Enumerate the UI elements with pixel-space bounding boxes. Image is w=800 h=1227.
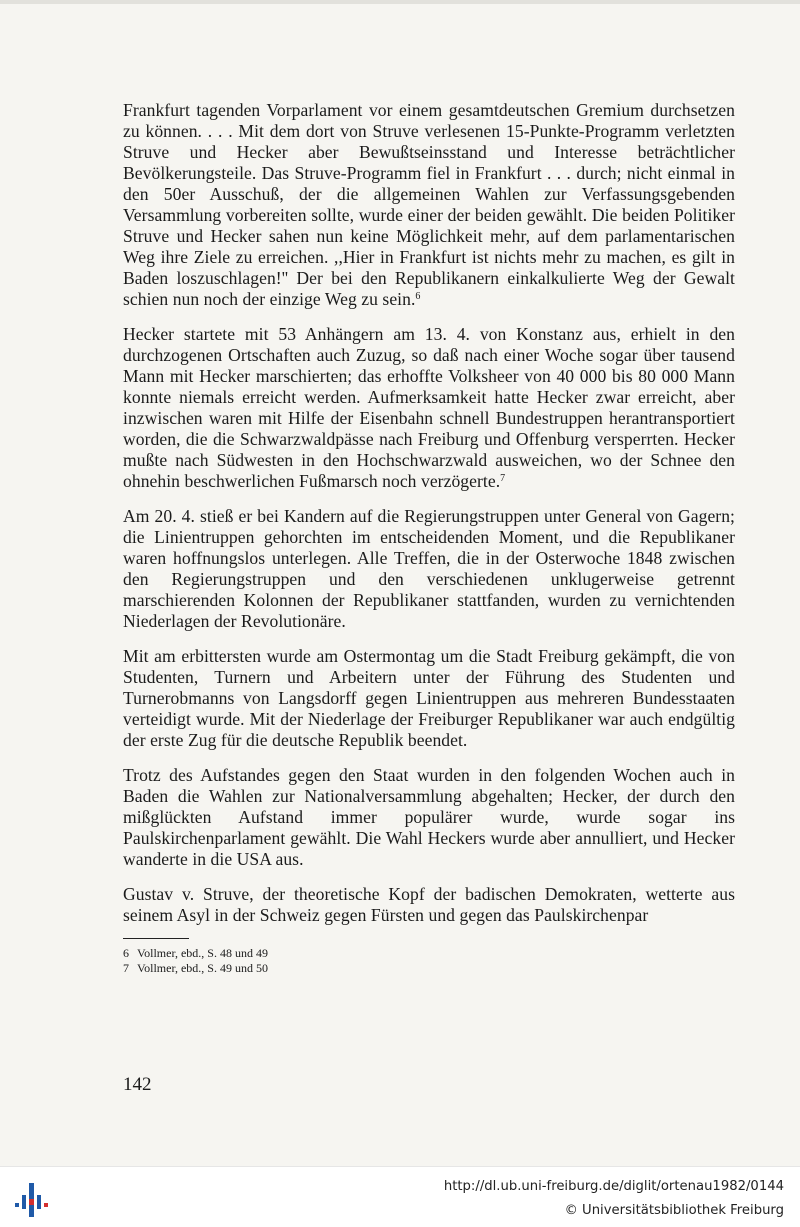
document-url-link[interactable]: http://dl.ub.uni-freiburg.de/diglit/ortenau1982/0144 — [443, 1179, 784, 1194]
paragraph-1: Frankfurt tagenden Vorparlament vor einem gesamtdeutschen Gremium durchsetzen zu können. . . . Mit dem dort von Struve verlesenen 15-Punkte-Programm verletzten Struve und Hecker aber Bewußtseinsstand und Interesse beträchtlicher Bevölkerungsteile. Das Struve-Programm fiel in Frankfurt . . . durch; nicht einmal in den 50er Ausschuß, der die allgemeinen Wahlen zur Verfassungsgebenden Versammlung vorbereiten sollte, wurde einer der beiden gewählt. Die beiden Politiker Struve und Hecker sahen nun keine Möglichkeit mehr, auf dem parlamentarischen Weg ihre Ziele zu erreichen. ,,Hier in Frankfurt ist nichts mehr zu machen, es gilt in Baden loszuschlagen!'' Der bei den Republikanern einkalkulierte Weg der Gewalt schien nun noch der einzige Weg zu sein.$^6$ — [123, 100, 735, 309]
viewer-footer — [0, 1166, 800, 1227]
footnote-7: 7 Vollmer, ebd., S. 49 und 50 — [123, 960, 268, 975]
page-number: 142 — [123, 1074, 152, 1095]
footnote-separator — [123, 938, 189, 939]
paragraph-6: Gustav v. Struve, der theoretische Kopf der badischen Demokraten, wetterte aus seinem Asyl in der Schweiz gegen Fürsten und gegen das Paulskirchenpar — [123, 884, 735, 925]
footnote-ref-7: 7 — [500, 473, 506, 484]
footnote-6: 6 Vollmer, ebd., S. 48 und 49 — [123, 946, 268, 960]
ub-freiburg-logo-icon[interactable] — [12, 1173, 52, 1221]
page-body — [123, 100, 735, 975]
paragraph-5: Trotz des Aufstandes gegen den Staat wurden in den folgenden Wochen auch in Baden die Wahlen zur Nationalversammlung abgehalten; Hecker, der durch den mißglückten Aufstand immer populärer wurde, wurde sogar ins Paulskirchenparlament gewählt. Die Wahl Heckers wurde aber annulliert, und Hecker wanderte in die USA aus. — [123, 765, 735, 869]
copyright-text: © Universitätsbibliothek Freiburg — [564, 1203, 784, 1218]
top-border — [0, 0, 800, 4]
paragraph-3: Am 20. 4. stieß er bei Kandern auf die Regierungstruppen unter General von Gagern; die Linientruppen gehorchten im entscheidenden Moment, und die Republikaner waren hoffnungslos unterlegen. Alle Treffen, die in der Osterwoche 1848 zwischen den Regierungstruppen und den verschiedenen unklugerweise getrennt marschierenden Kolonnen der Republikaner stattfanden, wurden zu vernichtenden Niederlagen der Revolutionäre. — [123, 506, 735, 631]
footnote-ref-6: 6 — [415, 291, 421, 302]
paragraph-2: Hecker startete mit 53 Anhängern am 13. 4. von Konstanz aus, erhielt in den durchzogenen Ortschaften auch Zuzug, so daß nach einer Woche sogar über tausend Mann mit Hecker marschierten; das erhoffte Volksheer von 40 000 bis 80 000 Mann konnte niemals erreicht werden. Aufmerksamkeit hatte Hecker zwar erreicht, aber inzwischen waren mit Hilfe der Eisenbahn schnell Bundestruppen herantransportiert worden, die die Schwarzwaldpässe nach Freiburg und Offenburg versperrten. Hecker mußte nach Südwesten in den Hochschwarzwald ausweichen, wo der Schnee den ohnehin beschwerlichen Fußmarsch noch verzögerte.$^7$ — [123, 324, 735, 491]
paragraph-4: Mit am erbittersten wurde am Ostermontag um die Stadt Freiburg gekämpft, die von Studenten, Turnern und Arbeitern unter der Führung des Studenten und Turnerobmanns von Langsdorff gegen Linientruppen aus mehreren Bundesstaaten verteidigt wurde. Mit der Niederlage der Freiburger Republikaner war auch endgültig der erste Zug für die deutsche Republik beendet. — [123, 646, 735, 750]
